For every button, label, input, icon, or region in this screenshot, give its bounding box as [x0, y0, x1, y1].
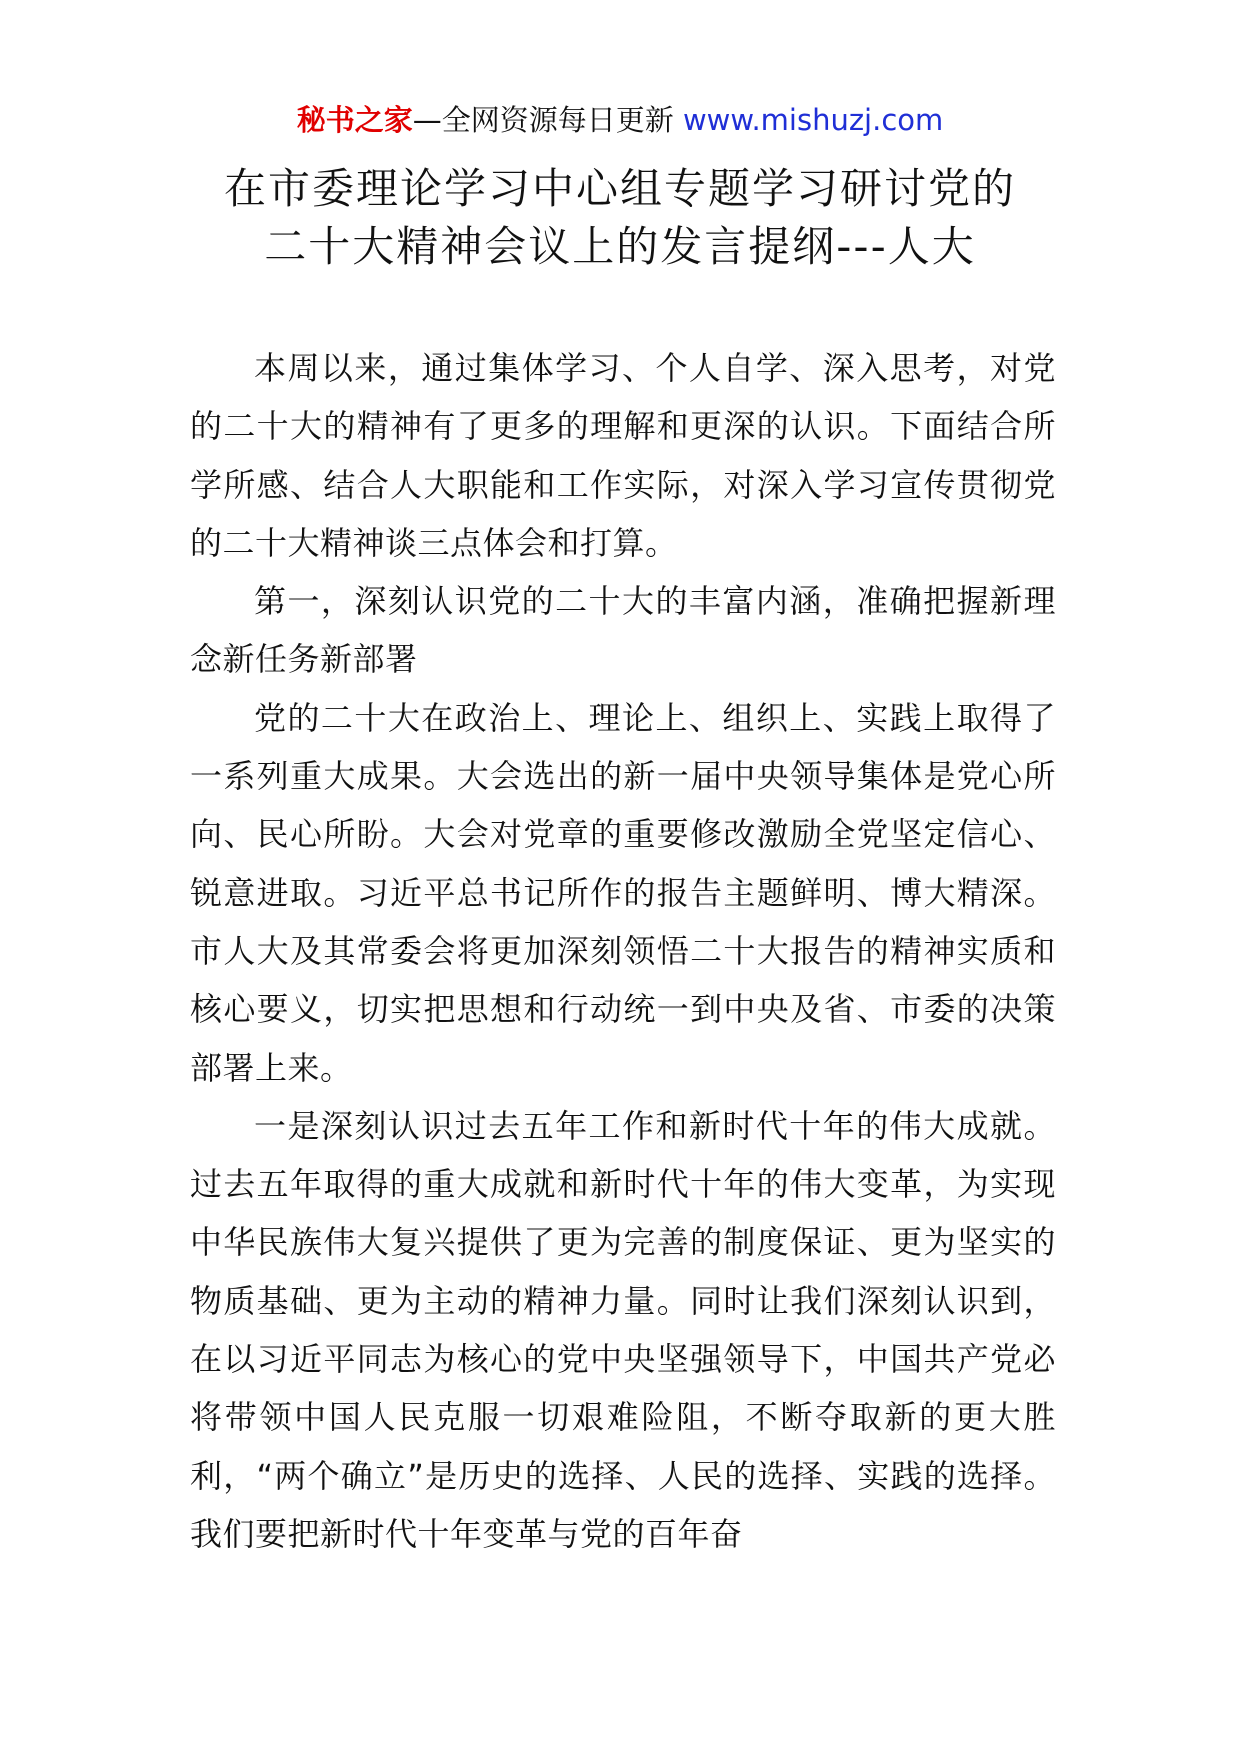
paragraph-point-one: 一是深刻认识过去五年工作和新时代十年的伟大成就。过去五年取得的重大成就和新时代十年的伟大变革，为实现中华民族伟大复兴提供了更为完善的制度保证、更为坚实的物质基础、更为主动的精神力量。同时让我们深刻认识到，在以习近平同志为核心的党中央坚强领导下，中国共产党必将带领中国人民克服一切艰难险阻，不断夺取新的更大胜利，“两个确立”是历史的选择、人民的选择、实践的选择。我们要把新时代十年变革与党的百年奋: [190, 1106, 1056, 1553]
section-heading-first: 第一，深刻认识党的二十大的丰富内涵，准确把握新理念新任务新部署: [190, 582, 1056, 679]
brand-name: 秘书之家: [296, 103, 413, 137]
document-title: [150, 160, 1090, 276]
paragraph-achievements: 党的二十大在政治上、理论上、组织上、实践上取得了一系列重大成果。大会选出的新一届中央领导集体是党心所向、民心所盼。大会对党章的重要修改激励全党坚定信心、锐意进取。习近平总书记所作的报告主题鲜明、博大精深。市人大及其常委会将更加深刻领悟二十大报告的精神实质和核心要义，切实把思想和行动统一到中央及省、市委的决策部署上来。: [190, 698, 1056, 1087]
paragraph-intro: 本周以来，通过集体学习、个人自学、深入思考，对党的二十大的精神有了更多的理解和更深的认识。下面结合所学所感、结合人大职能和工作实际，对深入学习宣传贯彻党的二十大精神谈三点体会和打算。: [190, 349, 1056, 562]
document-body: [190, 339, 1056, 1563]
site-slogan: —全网资源每日更新: [412, 103, 683, 137]
title-line-1: 在市委理论学习中心组专题学习研讨党的: [223, 164, 1016, 213]
title-line-2: 二十大精神会议上的发言提纲---人大: [264, 222, 976, 271]
site-header: [0, 100, 1240, 140]
site-url-link[interactable]: www.mishuzj.com: [682, 103, 944, 137]
